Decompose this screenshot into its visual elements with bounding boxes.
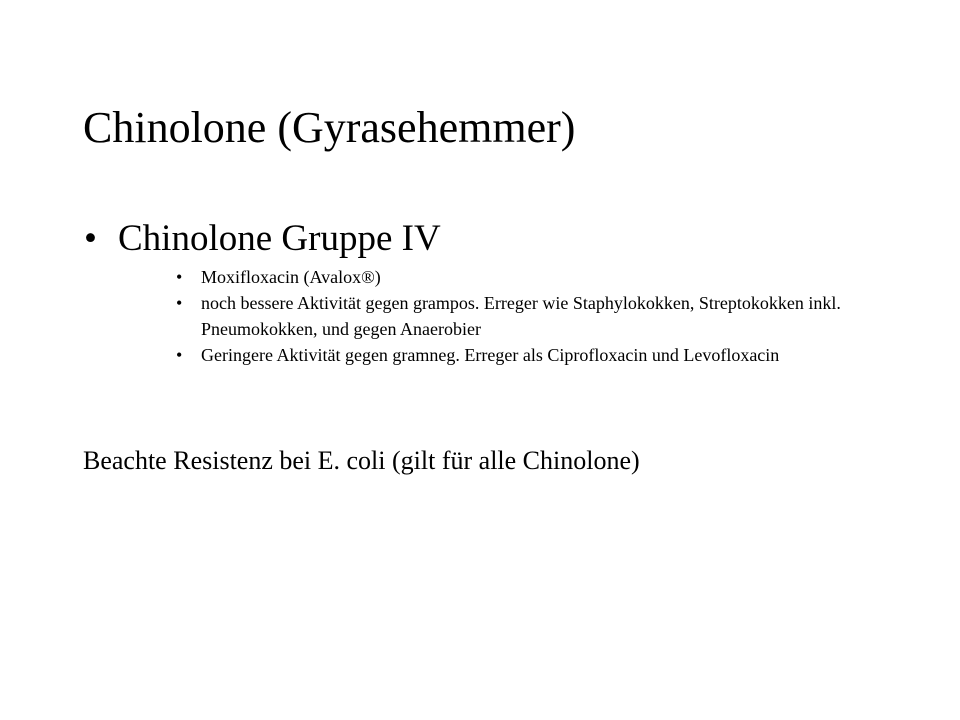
sub-bullet-text: Geringere Aktivität gegen gramneg. Erreger als Ciprofloxacin und Levofloxacin [201,345,780,365]
main-bullet-text: Chinolone Gruppe IV [118,218,441,259]
bullet-symbol: • [84,218,97,259]
sub-bullet-list [176,264,896,368]
main-bullet-item [84,216,884,262]
slide-title: Chinolone (Gyrasehemmer) [83,103,576,152]
bullet-symbol: • [176,267,183,287]
sub-bullet-text: noch bessere Aktivität gegen grampos. Erreger wie Staphylokokken, Streptokokken inkl. Pneumokokken, und gegen Anaerobier [201,293,841,339]
sub-bullet-text: Moxifloxacin (Avalox®) [201,267,381,287]
bullet-symbol: • [176,293,183,313]
sub-bullet-item [176,290,896,342]
bullet-symbol: • [176,345,183,365]
sub-bullet-item [176,342,896,368]
resistance-note: Beachte Resistenz bei E. coli (gilt für alle Chinolone) [83,446,640,475]
sub-bullet-item [176,264,896,290]
